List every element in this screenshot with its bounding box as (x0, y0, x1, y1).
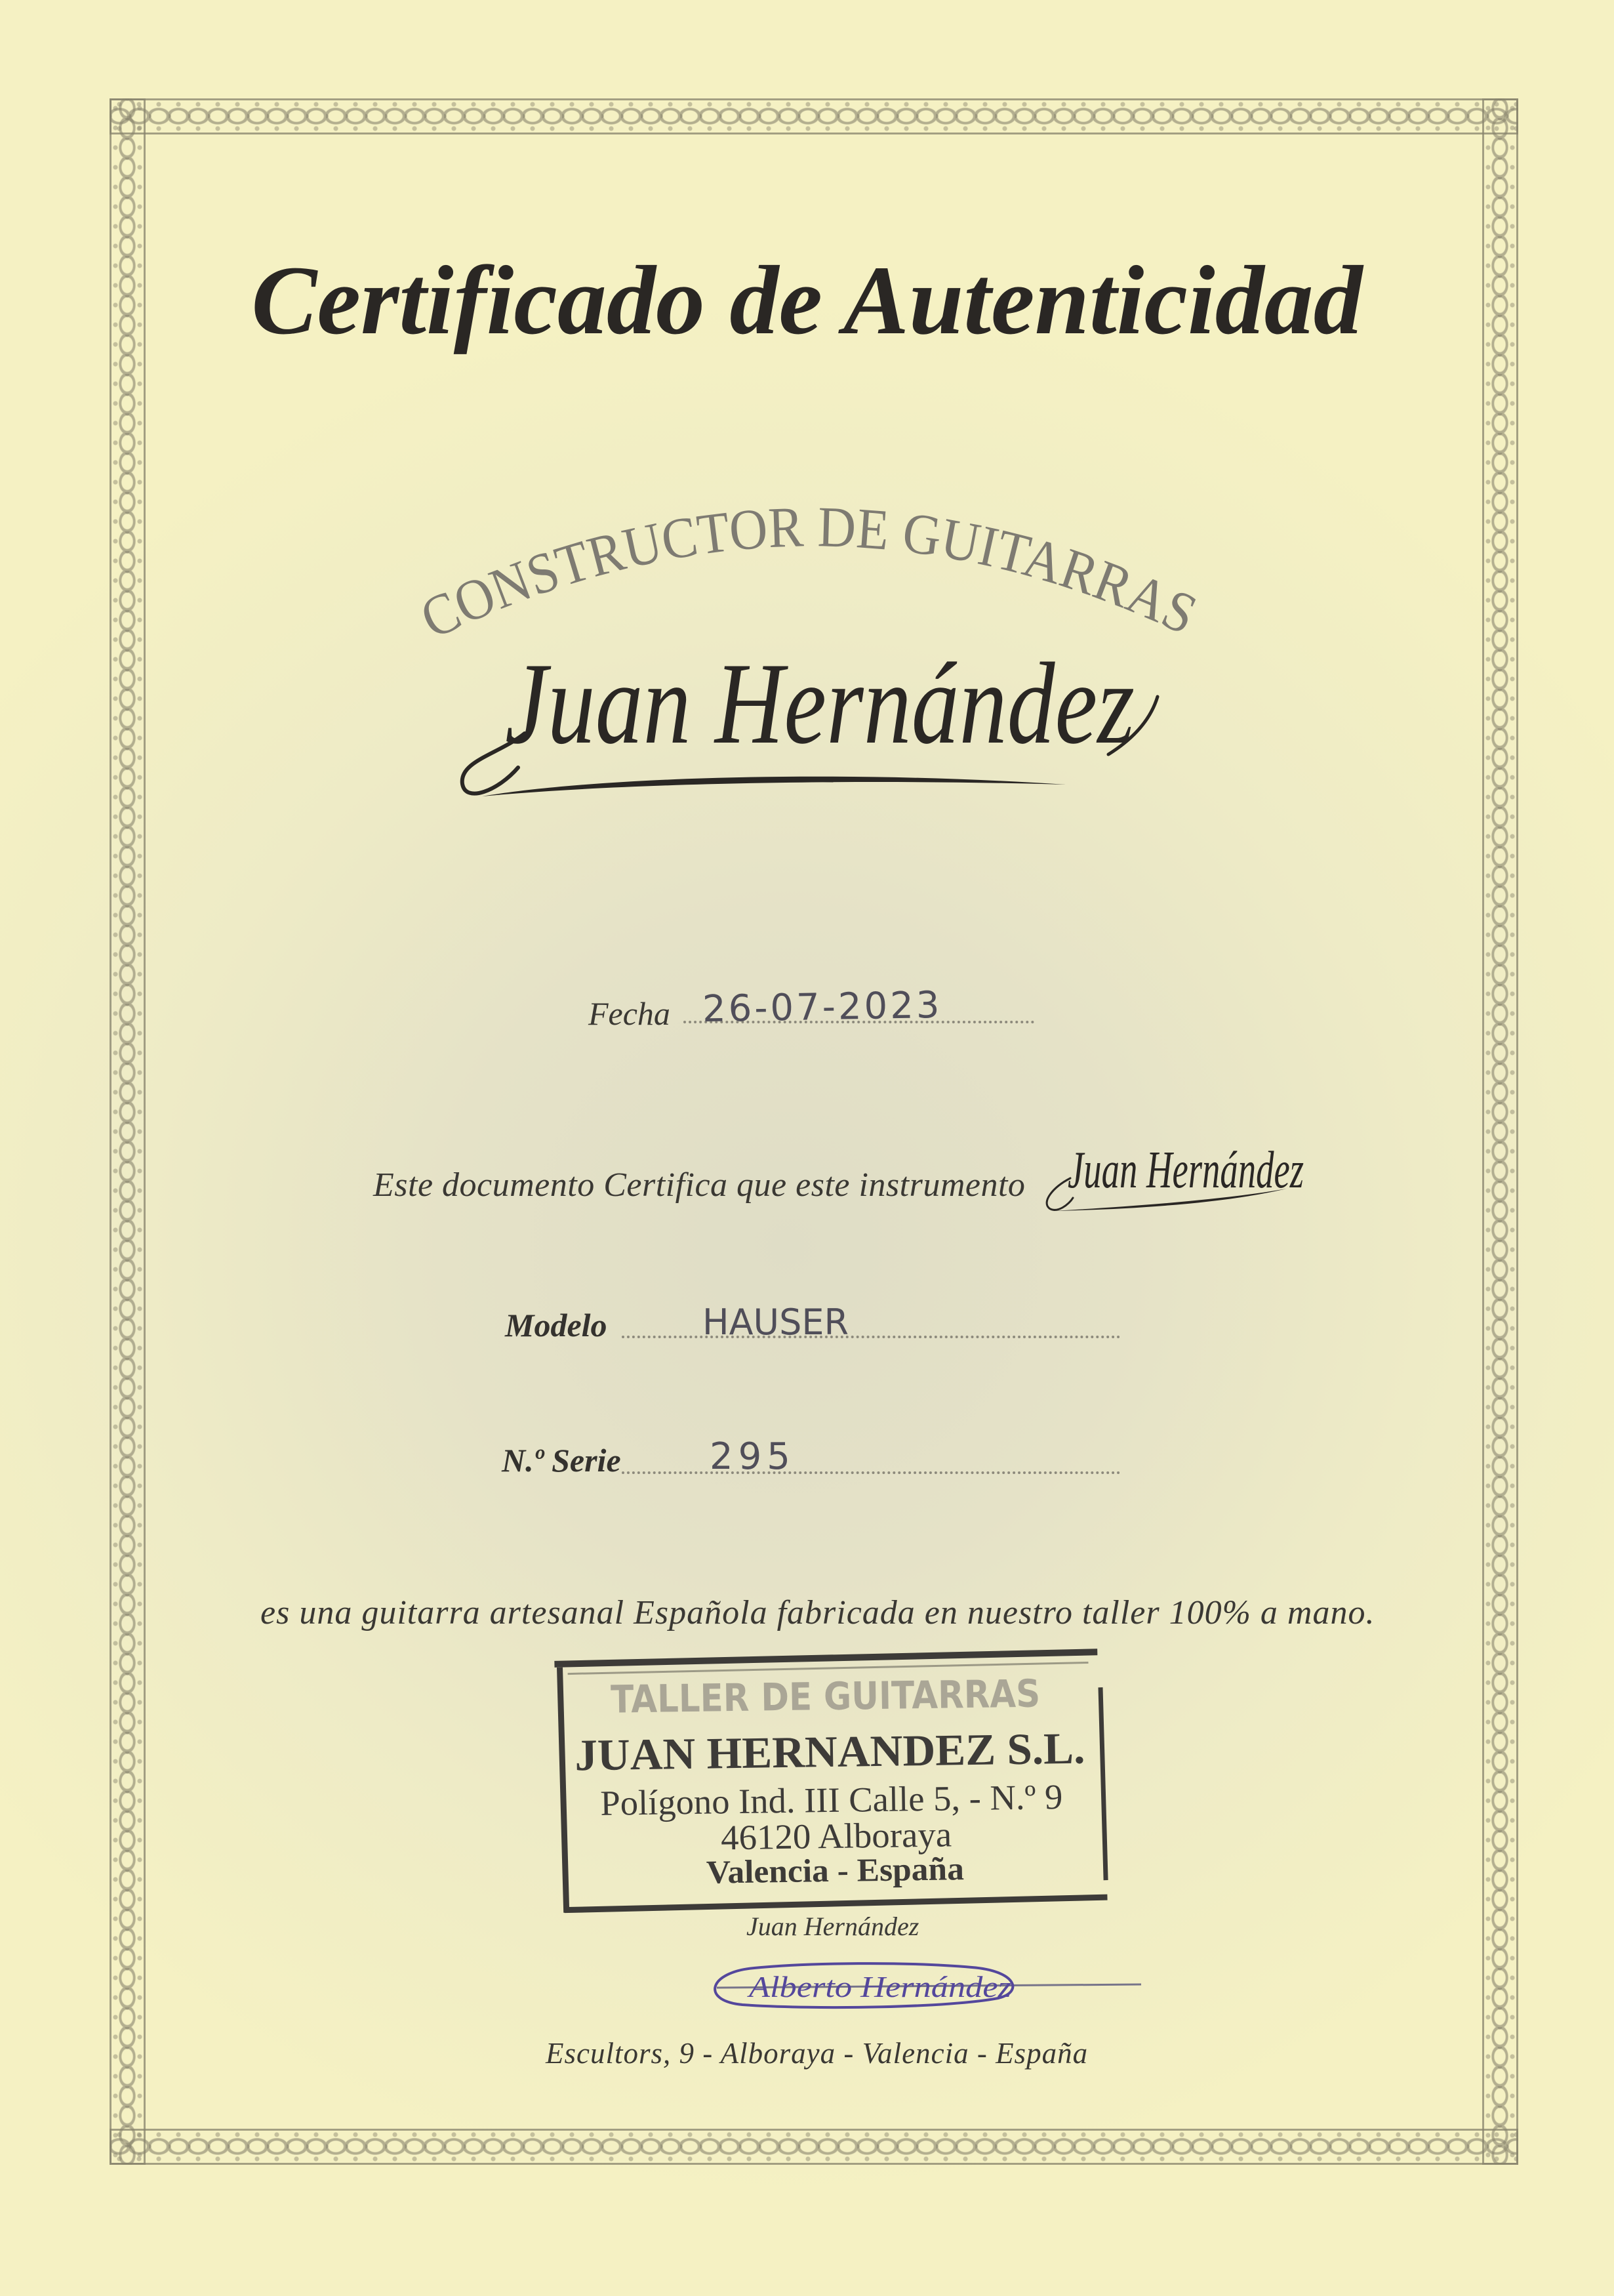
serial-label: N.º Serie (502, 1442, 621, 1479)
inline-logo (1047, 1141, 1304, 1211)
date-label: Fecha (588, 995, 670, 1032)
date-value: 26-07-2023 (702, 983, 942, 1031)
inline-logo-name: Juan Hernández (1068, 1141, 1304, 1199)
brand-arc-text (411, 495, 1209, 651)
stamp-line-company: JUAN HERNANDEZ S.L. (574, 1723, 1078, 1780)
stamp-line-workshop: TALLER DE GUITARRAS (610, 1670, 1096, 1722)
model-value: HAUSER (702, 1302, 849, 1343)
stamp-line-street: Polígono Ind. III Calle 5, - N.º 9 (599, 1777, 1059, 1823)
stamp-border-bottom (565, 1897, 1108, 1910)
signatory-name: Juan Hernández (746, 1912, 919, 1941)
stamp-line-region: Valencia - España (706, 1850, 957, 1891)
stamp-border-top (554, 1652, 1097, 1664)
brand-arc-textpath: CONSTRUCTOR DE GUITARRAS (411, 495, 1209, 651)
signature (715, 1963, 1141, 2007)
certification-text: Este documento Certifica que este instrumento (373, 1166, 1026, 1204)
serial-dotted-line (622, 1471, 1120, 1474)
brand-logo-swoosh (482, 777, 1066, 796)
workshop-address: Escultors, 9 - Alboraya - Valencia - España (546, 2037, 1089, 2070)
brand-logo-name: Juan Hernández (505, 638, 1135, 768)
model-label: Modelo (505, 1307, 607, 1343)
signature-text: Alberto Hernández (746, 1970, 1012, 2003)
serial-value: 295 (710, 1435, 796, 1478)
certificate-title: Certificado de Autenticidad (251, 246, 1363, 355)
stamp-line-city: 46120 Alboraya (720, 1814, 948, 1858)
handmade-statement: es una guitarra artesanal Española fabricada en nuestro taller 100% a mano. (260, 1594, 1375, 1631)
stamp-border-left (559, 1668, 566, 1913)
model-dotted-line (622, 1336, 1120, 1338)
company-stamp (554, 1652, 1107, 1913)
stamp-border-right (1100, 1687, 1106, 1880)
brand-logo (462, 638, 1158, 796)
